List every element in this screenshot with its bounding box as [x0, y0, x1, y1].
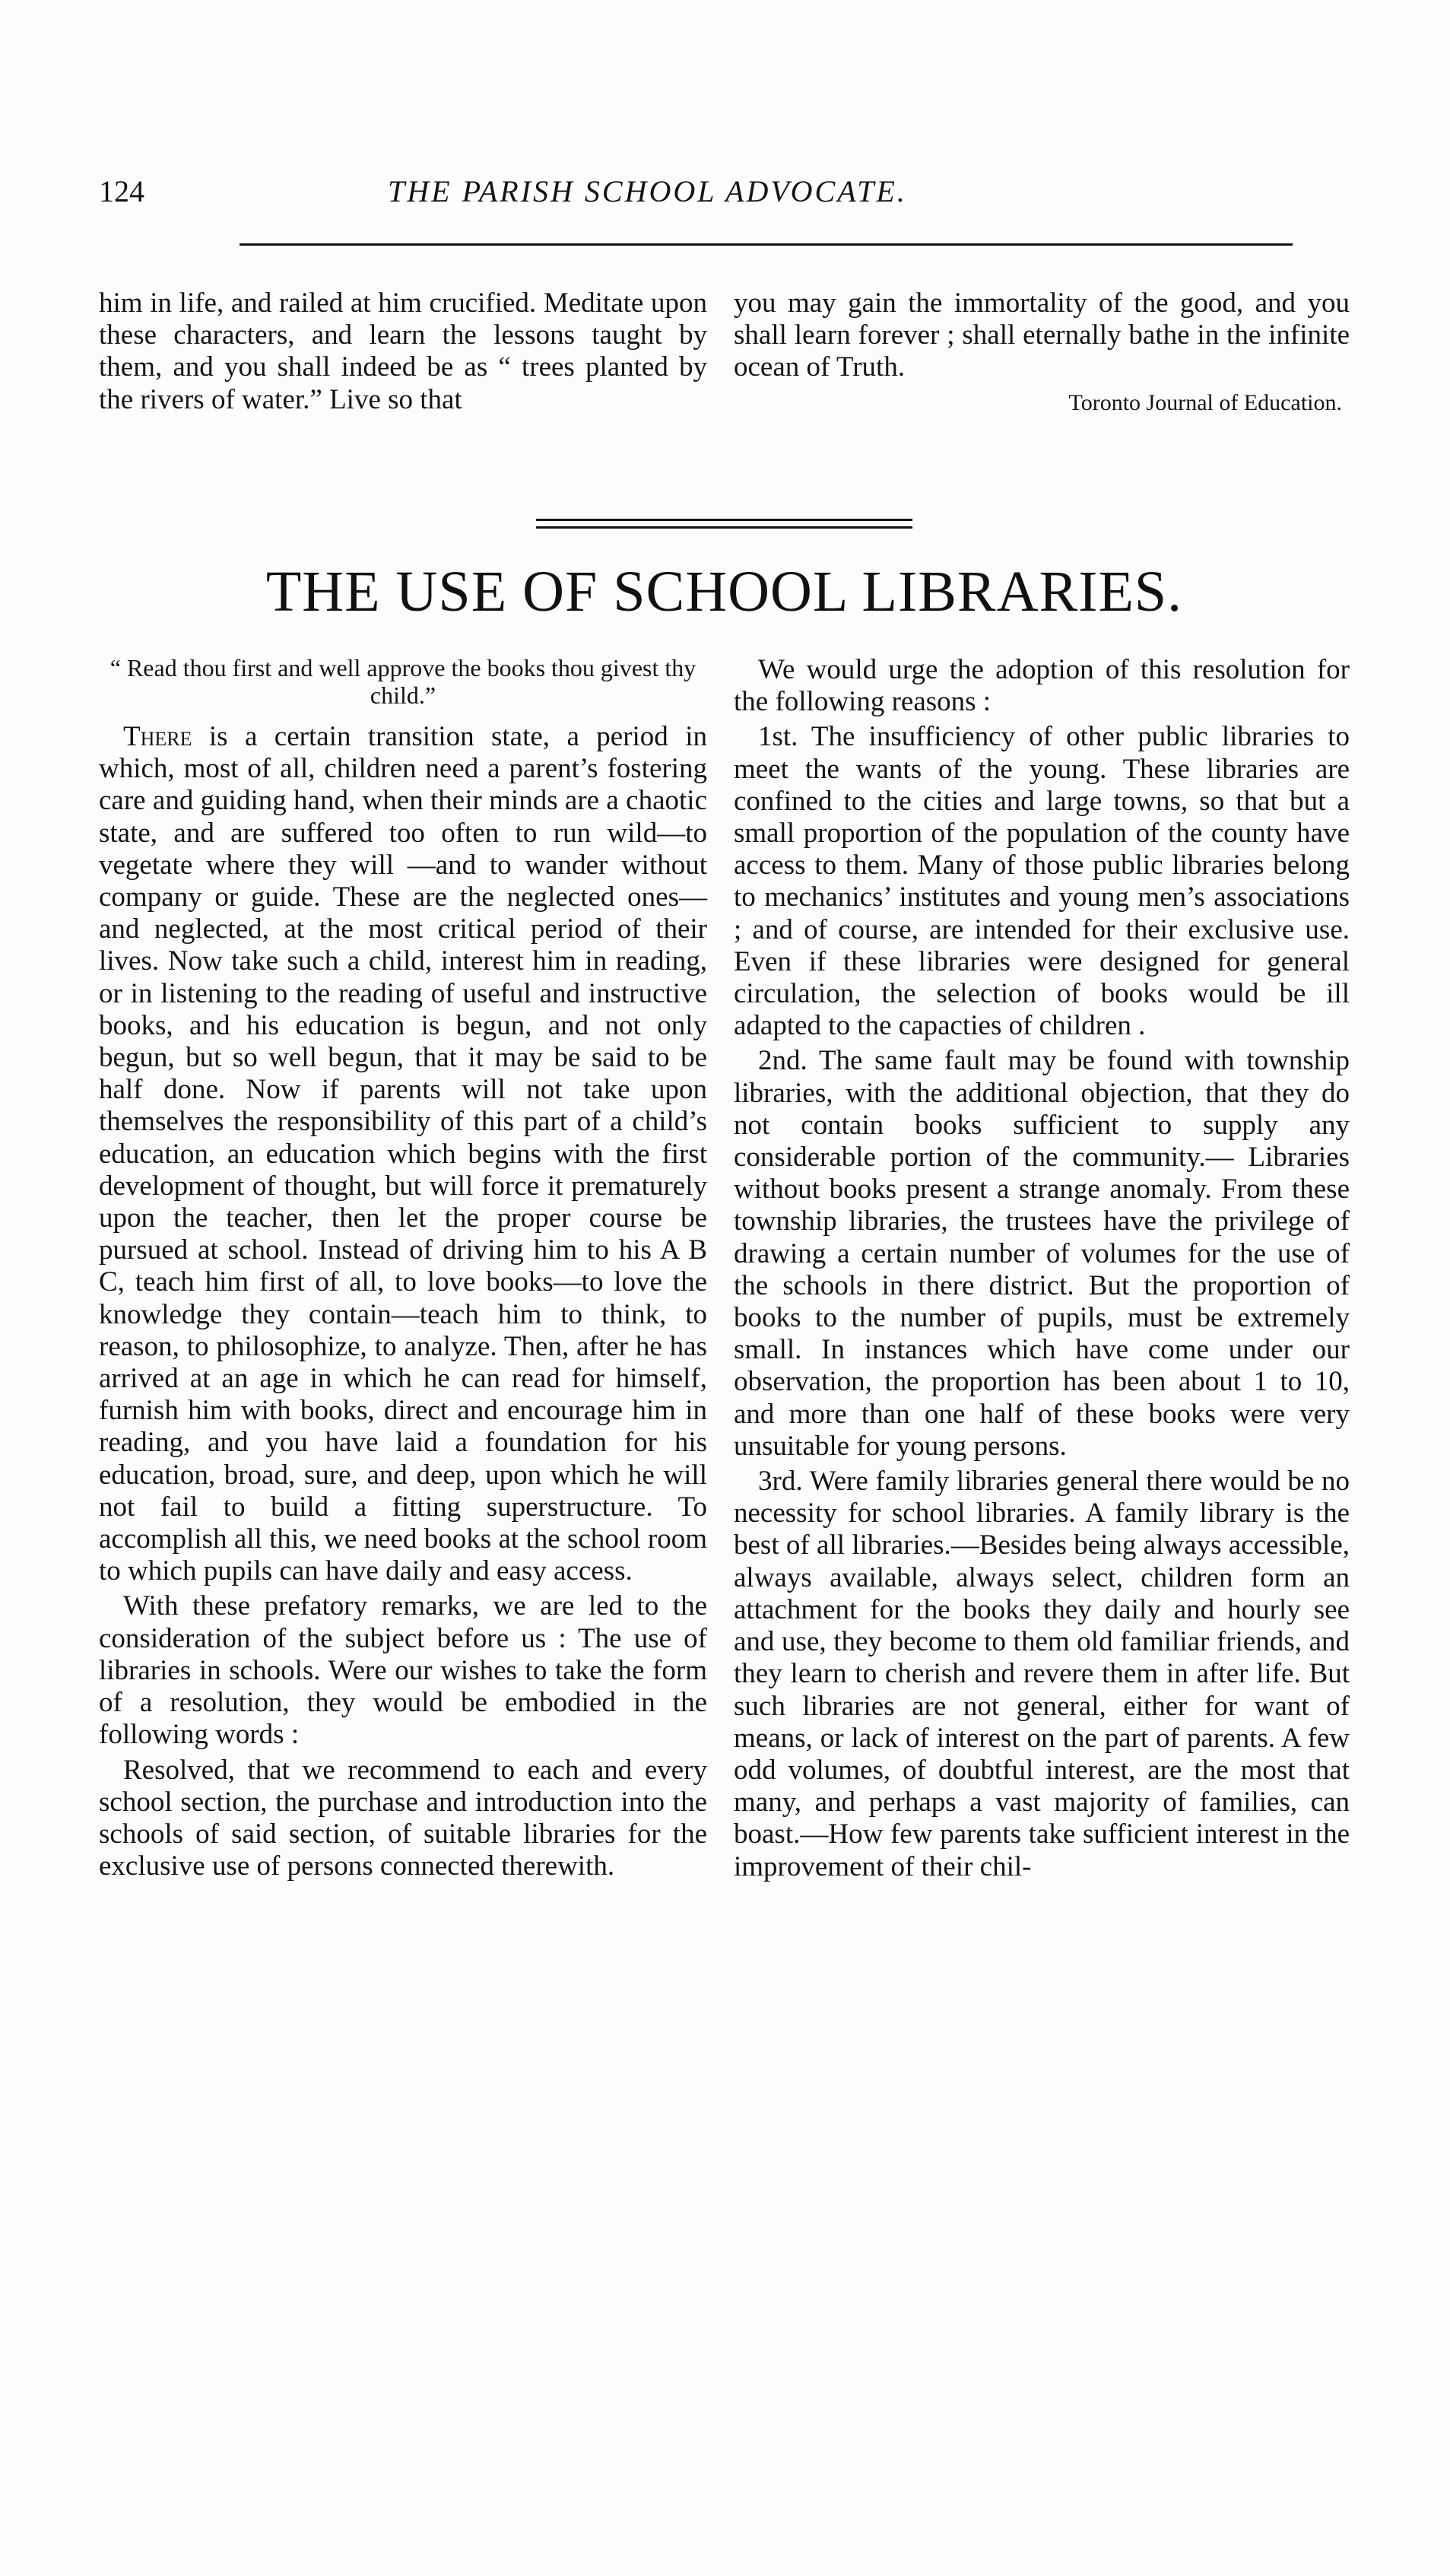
page-number: 124	[99, 174, 144, 208]
epigraph: “ Read thou first and well approve the books thou givest thy child.”	[109, 654, 696, 709]
section-divider-bottom	[536, 526, 912, 529]
source-attribution: Toronto Journal of Education.	[1068, 389, 1342, 415]
previous-article-right-column	[734, 287, 1350, 419]
previous-article-text-right: you may gain the immortality of the good, and you shall learn forever ; shall eternally bathe in the infinite ocean of Truth.	[734, 287, 1350, 383]
running-title: THE PARISH SCHOOL ADVOCATE.	[388, 174, 907, 208]
article-title: THE USE OF SCHOOL LIBRARIES.	[265, 560, 1183, 624]
reasons-intro: We would urge the adoption of this resolution for the following reasons :	[734, 654, 1350, 718]
reason-first: 1st. The insufficiency of other public libraries to meet the wants of the young. These libraries are confined to the cities and large towns, so that but a small proportion of the population of the county have access to them. Many of those public libraries belong to mechanics’ institutes and young men’s associations ; and of course, are intended for their exclusive use. Even if these libraries were designed for general circulation, the selection of books would be ill adapted to the capacties of children .	[734, 721, 1350, 1042]
previous-article-text-left: him in life, and railed at him crucified. Meditate upon these characters, and learn the lessons taught by them, and you shall indeed be as “ trees planted by the rivers of water.” Live so that	[99, 287, 707, 415]
previous-article-left-column	[99, 287, 707, 416]
lead-word: There	[123, 721, 192, 752]
article-left-column	[99, 654, 707, 1882]
article-right-column	[734, 654, 1350, 1883]
reason-second: 2nd. The same fault may be found with township libraries, with the additional objection, that they do not contain books sufficient to supply any considerable portion of the community.— Libraries without books present a strange anomaly. From these township libraries, the trustees have the privilege of drawing a certain number of volumes for the use of the schools in there district. But the proportion of books to the number of pupils, must be extremely small. In instances which have come under our observation, the proportion has been about 1 to 10, and more than one half of these books were very unsuitable for young persons.	[734, 1045, 1350, 1462]
section-divider-top	[536, 519, 912, 521]
paragraph-1	[99, 721, 707, 1587]
reason-third: 3rd. Were family libraries general there would be no necessity for school libraries. A family library is the best of all libraries.—Besides being always accessible, always available, always select, children form an attachment for the books they daily and hourly see and use, they become to them old familiar friends, and they learn to cherish and revere them in after life. But such libraries are not general, either for want of means, or lack of interest on the part of parents. A few odd volumes, of doubtful interest, are the most that many, and perhaps a vast majority of families, can boast.—How few parents take sufficient interest in the improvement of their chil-	[734, 1466, 1350, 1882]
paragraph-3: Resolved, that we recommend to each and every school section, the purchase and introduction into the schools of said section, of suitable libraries for the exclusive use of persons connected therewith.	[99, 1754, 707, 1882]
paragraph-1-text: is a certain transition state, a period in which, most of all, children need a parent’s fostering care and guiding hand, when their minds are a chaotic state, and are suffered too often to run wild—to vegetate where they will —and to wander without company or guide. These are the neglected ones— and neglected, at the most critical period of their lives. Now take such a child, interest him in reading, or in listening to the reading of useful and instructive books, and his education is begun, and not only begun, but so well begun, that it may be said to be half done. Now if parents will not take upon themselves the responsibility of this part of a child’s education, an education which begins with the first development of thought, but will force it prematurely upon the teacher, then let the proper course be pursued at school. Instead of driving him to his A B C, teach him first of all, to love books—to love the knowledge they contain—teach him to think, to reason, to philosophize, to analyze. Then, after he has arrived at an age in which he can read for himself, furnish him with books, direct and encourage him in reading, and you have laid a foundation for his education, broad, sure, and deep, upon which he will not fail to build a fitting superstructure. To accomplish all this, we need books at the school room to which pupils can have daily and easy access.	[99, 721, 707, 1587]
header-rule	[240, 243, 1293, 246]
paragraph-2: With these prefatory remarks, we are led to the consideration of the subject before us : The use of libraries in schools. Were our wishes to take the form of a resolution, they would be embodied in the following words :	[99, 1590, 707, 1751]
page-header	[99, 173, 1308, 227]
